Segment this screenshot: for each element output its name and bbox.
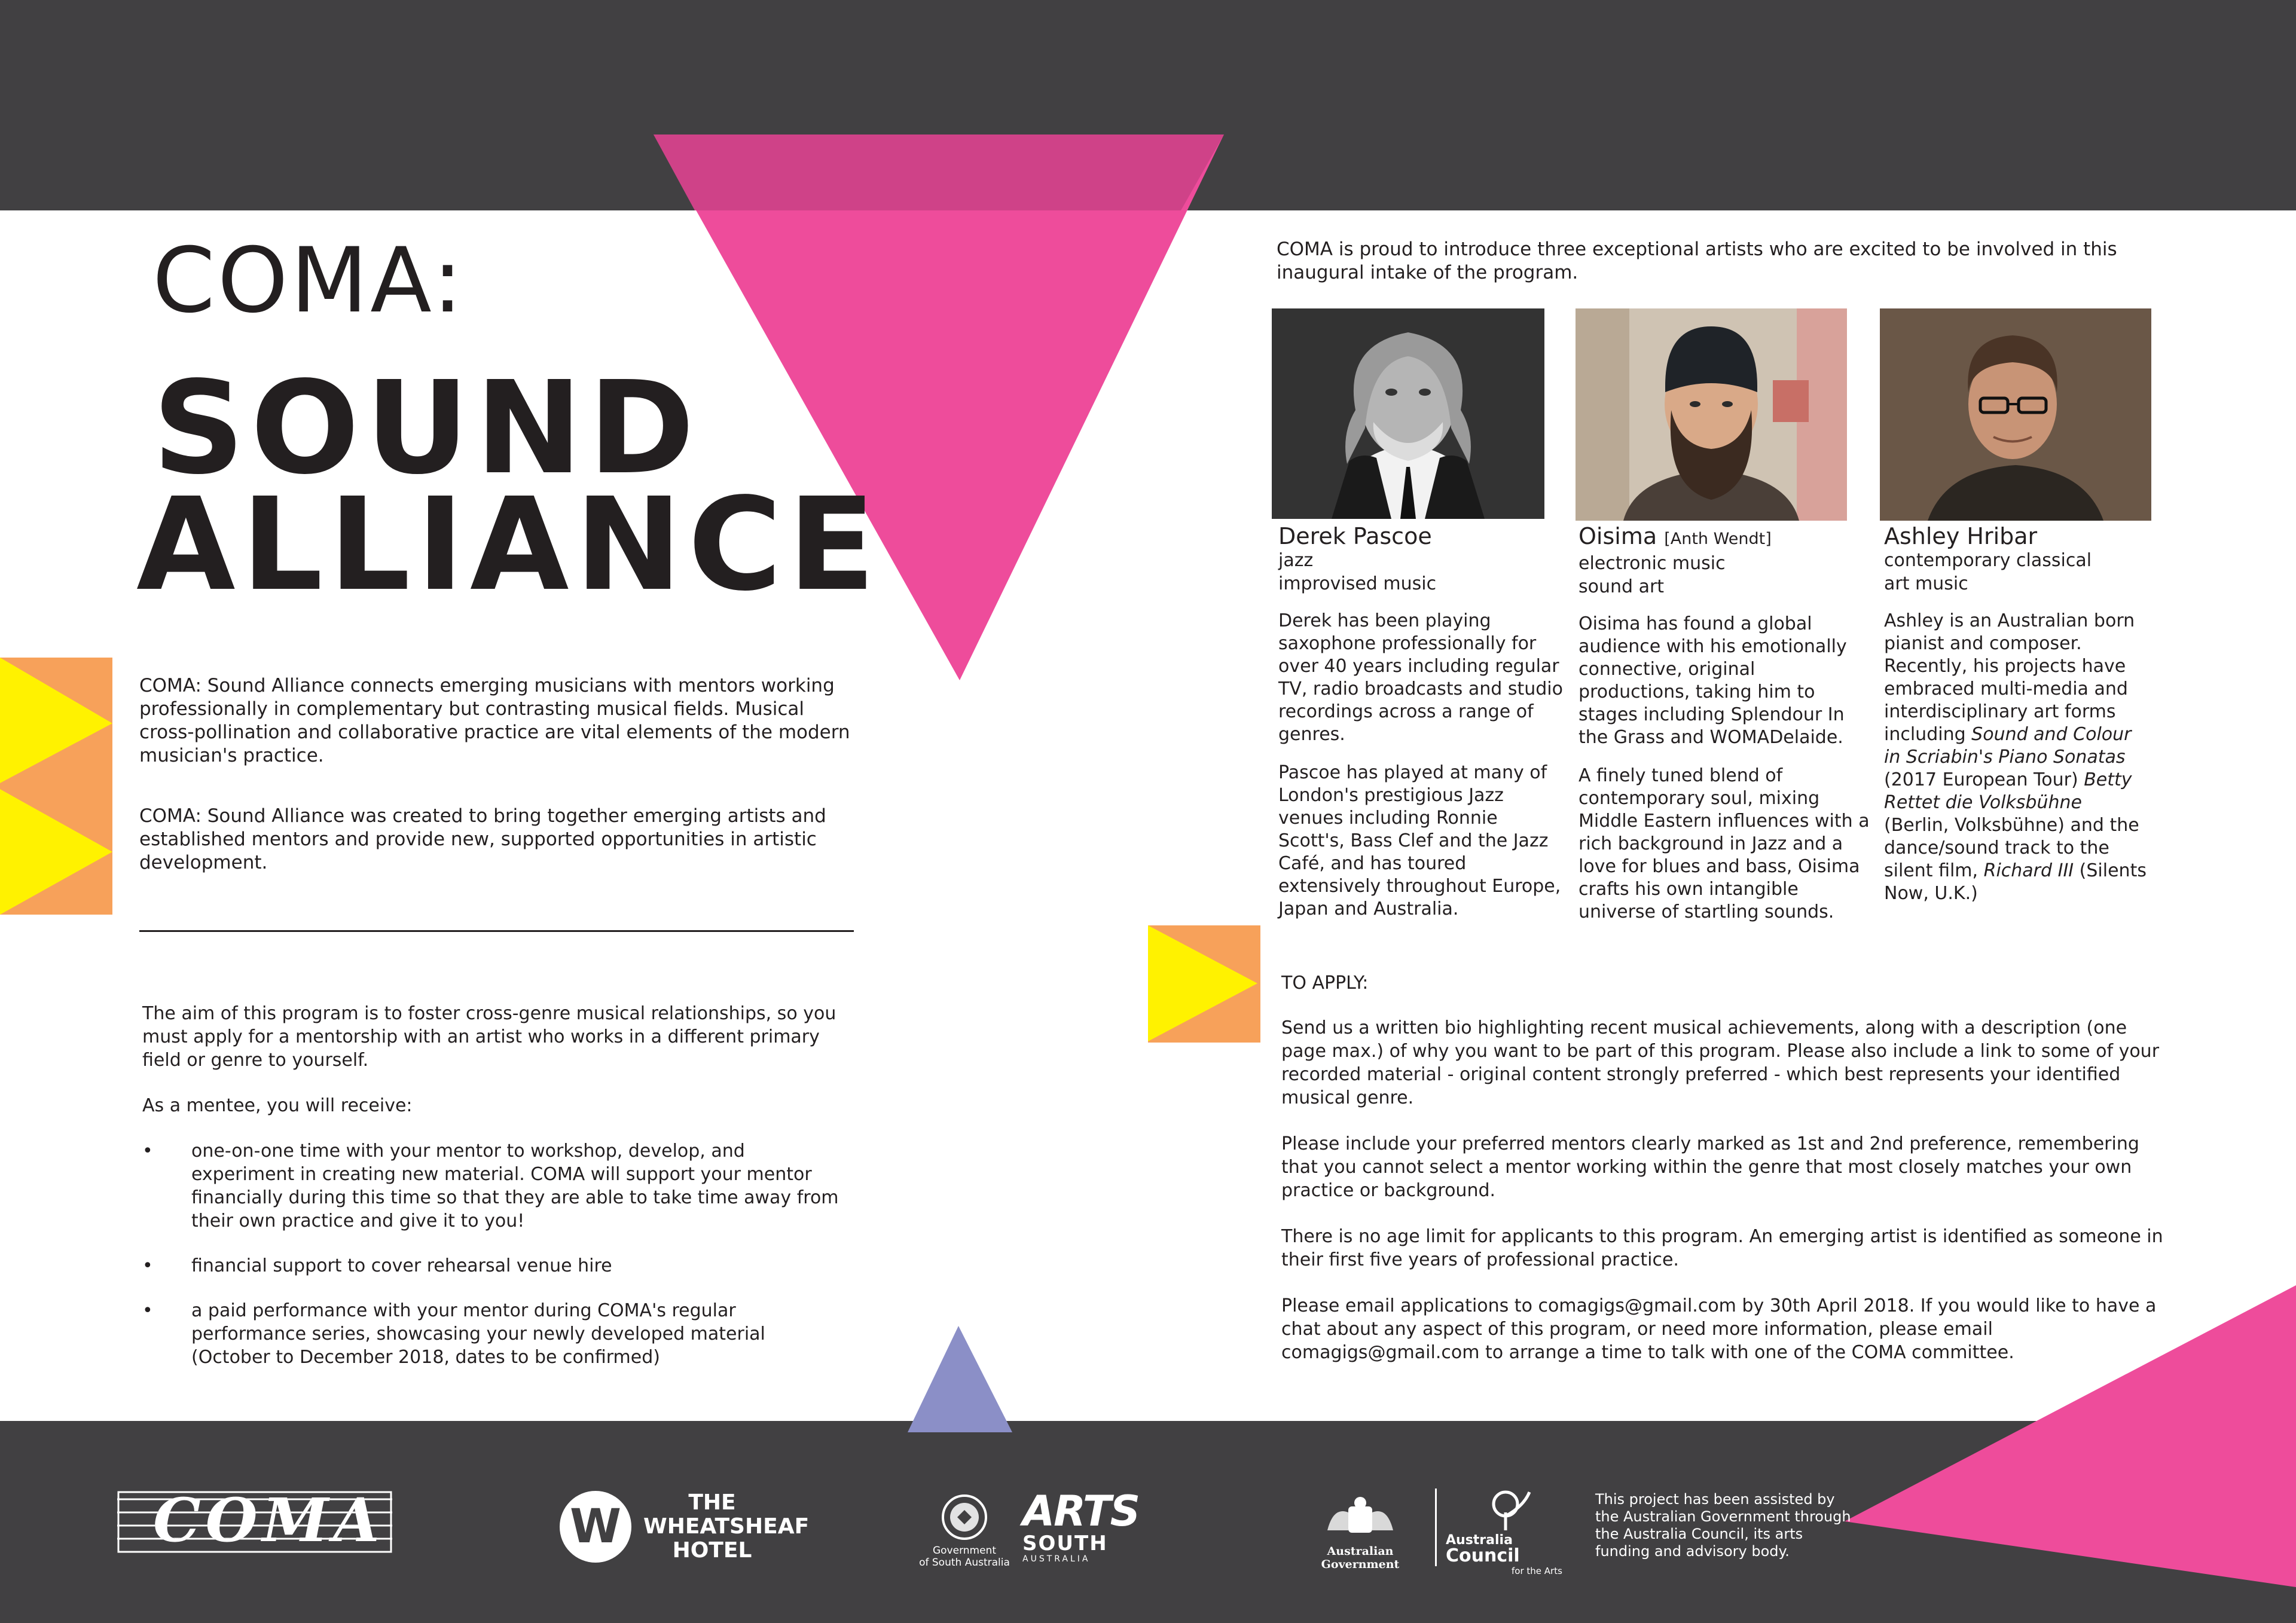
artist-role-1: electronic music <box>1578 553 1726 574</box>
apply-paragraph: Send us a written bio highlighting recent musical achievements, along with a description (one page max.) of why you want to be part of this program. Please also include a link to some of your recorded material - original content strongly preferred - which best represents your identified musical genre. <box>1281 1017 2160 1108</box>
wheatsheaf-logo-text: THE WHEATSHEAF HOTEL <box>643 1490 810 1563</box>
artist-role-2: art music <box>1884 573 1968 594</box>
artist-role-2: sound art <box>1578 576 1665 597</box>
artist-bio <box>1578 613 1871 924</box>
artist-ashley-hribar <box>1884 524 2150 921</box>
divider-rule <box>139 930 854 932</box>
wheatsheaf-letter: W <box>569 1500 622 1554</box>
artist-bio-para: A finely tuned blend of contemporary soul, mixing Middle Eastern influences with a rich background in Jazz and a love for blues and bass, Oisima crafts his own intangible universe of startling sounds. <box>1578 765 1870 922</box>
program-aim: The aim of this program is to foster cross-genre musical relationships, so you must apply for a mentorship with an artist who works in a different primary field or genre to yourself. <box>142 1003 836 1071</box>
artist-name: Derek Pascoe <box>1278 523 1432 549</box>
work-title: Betty Rettet die Volksbühne <box>1884 769 2132 813</box>
apply-heading: TO APPLY: <box>1281 973 1369 994</box>
apply-paragraph: There is no age limit for applicants to this program. An emerging artist is identified as someone in their first five years of professional practice. <box>1281 1226 2163 1270</box>
artist-bio-para: Pascoe has played at many of London's prestigious Jazz venues including Ronnie Scott's, Bass Clef and the Jazz Café, and has toured extensively throughout Europe, Japan and Australia. <box>1278 762 1561 919</box>
apply-paragraph: Please email applications to comagigs@gmail.com by 30th April 2018. If you would like to have a chat about any aspect of this program, or need more information, please email comagigs@gmail.com to arrange a time to talk with one of the COMA committee. <box>1281 1295 2157 1363</box>
artist-role-1: contemporary classical <box>1884 550 2092 571</box>
artist-bio <box>1278 610 1565 921</box>
benefit-item: • one-on-one time with your mentor to workshop, develop, and experiment in creating new material. COMA will support your mentor financially during this time so that they are able to take time away from their own practice and give it to you! <box>142 1139 848 1233</box>
benefit-item: • a paid performance with your mentor during COMA's regular performance series, showcasing your newly developed material (October to December 2018, dates to be confirmed) <box>142 1299 848 1369</box>
benefits-list <box>142 1139 848 1390</box>
photo-oisima <box>1576 308 1847 521</box>
photo-derek-pascoe <box>1272 308 1544 519</box>
artist-bio <box>1884 610 2150 905</box>
work-title: Richard III <box>1983 860 2074 881</box>
dancer-icon <box>1470 1488 1541 1530</box>
coat-of-arms-icon <box>1292 1494 1429 1542</box>
artist-bio-para: Derek has been playing saxophone professionally for over 40 years including regular TV, radio broadcasts and studio recordings across a range of genres. <box>1278 610 1563 745</box>
australia-council-logo: Australia Council for the Arts <box>1446 1488 1565 1572</box>
artists-intro: COMA is proud to introduce three exceptional artists who are excited to be involved in this inaugural intake of the program. <box>1277 239 2117 283</box>
sa-government-logo: Government of South Australia <box>917 1494 1012 1572</box>
apply-section <box>1281 971 2166 1387</box>
logo-divider <box>1435 1488 1437 1566</box>
artist-role-1: jazz <box>1278 550 1314 571</box>
benefit-item: • financial support to cover rehearsal venue hire <box>142 1254 848 1277</box>
title-sound: SOUND <box>152 354 701 503</box>
artist-bio-para: Oisima has found a global audience with his emotionally connective, original productions, taking him to stages including Splendour In the Grass and WOMADelaide. <box>1578 613 1847 748</box>
artist-derek-pascoe <box>1278 524 1565 936</box>
artist-role-2: improvised music <box>1278 573 1437 594</box>
artist-real-name: [Anth Wendt] <box>1664 530 1772 548</box>
intro-paragraph-2: COMA: Sound Alliance was created to bring together emerging artists and established mentors and provide new, supported opportunities in artistic development. <box>139 805 826 873</box>
arts-sa-logo: ARTS SOUTH AUSTRALIA <box>1022 1487 1140 1564</box>
intro-paragraph-1: COMA: Sound Alliance connects emerging musicians with mentors working professionally in complementary but contrasting musical fields. Musical cross-pollination and collaborative practice are vital elements of the modern musician's practice. <box>139 675 850 766</box>
title-alliance: ALLIANCE <box>136 470 881 619</box>
australian-government-logo: Australian Government <box>1292 1494 1429 1566</box>
wheatsheaf-logo-badge <box>560 1491 631 1563</box>
coma-logo: COMA <box>117 1486 392 1558</box>
artist-bio-para: Ashley is an Australian born pianist and composer. Recently, his projects have embraced multi-media and interdisciplinary art forms including Sound and Colour in Scriabin's Piano Sonatas (2017 European Tour) Betty Rettet die Volksbühne (Berlin, Volksbühne) and the dance/sound track to the silent film, Richard III (Silents Now, U.K.) <box>1884 610 2147 904</box>
lavender-triangle <box>908 1326 1012 1432</box>
apply-paragraph: Please include your preferred mentors clearly marked as 1st and 2nd preference, remembering that you cannot select a mentor working within the genre that most closely matches your own practice or background. <box>1281 1133 2139 1201</box>
artist-name-row <box>1578 524 1871 552</box>
work-title: Sound and Colour in Scriabin's Piano Sonatas <box>1884 724 2132 768</box>
artist-name: Ashley Hribar <box>1884 523 2038 549</box>
title-coma: COMA: <box>152 229 465 333</box>
photo-ashley-hribar <box>1880 308 2151 521</box>
sa-crest-icon <box>917 1494 1012 1542</box>
pink-triangle-overlap <box>654 135 1224 210</box>
funding-disclaimer: This project has been assisted by the Australian Government through the Australia Council, its arts funding and advisory body. <box>1595 1491 1851 1560</box>
receive-heading: As a mentee, you will receive: <box>142 1095 413 1116</box>
artist-name: Oisima <box>1578 523 1657 549</box>
artist-oisima <box>1578 524 1871 939</box>
